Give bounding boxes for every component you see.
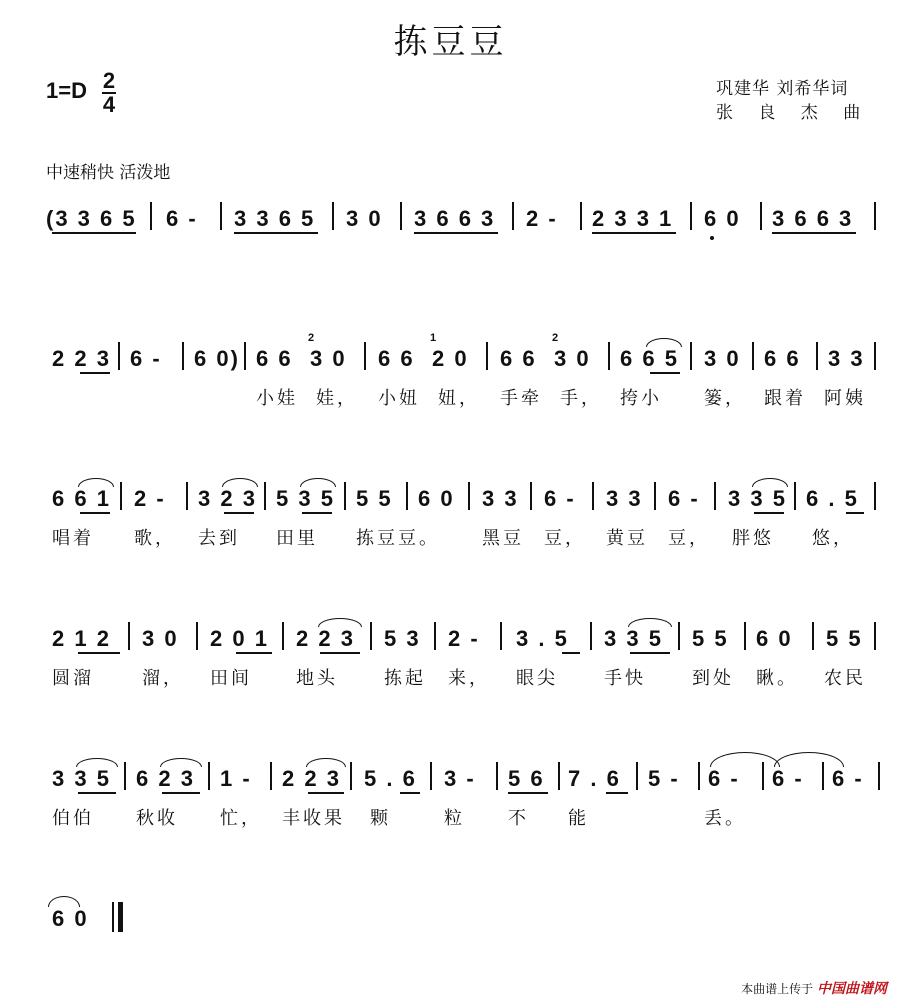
measure: 3 3 <box>606 486 643 511</box>
octave-dot-below <box>710 236 714 240</box>
lyric: 去到 <box>198 528 240 549</box>
beam-underline <box>592 232 676 234</box>
lyric: 眼尖 <box>516 668 558 689</box>
footer-prefix: 本曲谱上传于 <box>741 982 814 996</box>
lyric: 妞， <box>438 388 480 409</box>
beam-underline <box>224 512 254 514</box>
measure: 5 . 6 <box>364 766 417 791</box>
lyric: 能 <box>568 808 589 829</box>
measure: (3 3 6 5 <box>46 206 137 231</box>
barline <box>186 482 188 510</box>
measure: 6 0 <box>704 206 741 231</box>
time-signature-top: 2 <box>102 68 116 93</box>
lyric: 黑豆 <box>482 528 524 549</box>
barline <box>370 622 372 650</box>
barline <box>208 762 210 790</box>
lyric: 挎小 <box>620 388 662 409</box>
measure: 6 0 <box>756 626 793 651</box>
measure: 5 5 <box>826 626 863 651</box>
lyric: 拣豆豆。 <box>356 528 440 549</box>
barline <box>636 762 638 790</box>
lyric: 秋收 <box>136 808 178 829</box>
lyric: 田里 <box>276 528 318 549</box>
barline <box>698 762 700 790</box>
lyric: 歌， <box>134 528 176 549</box>
time-signature <box>102 70 116 116</box>
barline <box>874 622 876 650</box>
slur <box>752 478 788 487</box>
beam-underline <box>320 652 360 654</box>
lyric: 颗 <box>370 808 391 829</box>
barline <box>592 482 594 510</box>
barline <box>244 342 246 370</box>
measure: 2 0 <box>432 346 469 371</box>
barline <box>496 762 498 790</box>
key-signature: 1=D <box>46 78 87 103</box>
lyric: 农民 <box>824 668 866 689</box>
barline <box>120 482 122 510</box>
beam-underline <box>606 792 628 794</box>
barline <box>118 342 120 370</box>
slur <box>306 758 346 767</box>
lyric: 伯伯 <box>52 808 94 829</box>
grace-note: 2 <box>308 332 317 344</box>
measure: 2 - <box>134 486 166 511</box>
beam-underline <box>772 232 856 234</box>
slur <box>78 478 114 487</box>
score-system-1 <box>0 200 901 260</box>
barline <box>744 622 746 650</box>
slur <box>300 478 336 487</box>
beam-underline <box>630 652 670 654</box>
lyric: 溜， <box>142 668 184 689</box>
barline <box>430 762 432 790</box>
measure: 3 . 5 <box>516 626 569 651</box>
lyric: 忙， <box>220 808 262 829</box>
measure: 6 0 <box>52 906 89 931</box>
barline <box>350 762 352 790</box>
beam-underline <box>78 792 116 794</box>
measure: 6 - <box>832 766 864 791</box>
grace-note: 1 <box>430 332 439 344</box>
score-system-5 <box>0 760 901 829</box>
beam-underline <box>754 512 784 514</box>
barline <box>816 342 818 370</box>
barline <box>874 482 876 510</box>
slur <box>222 478 258 487</box>
measure: 6 6 <box>378 346 415 371</box>
measure: 6 6 <box>764 346 801 371</box>
composer-credit: 张 良 杰 曲 <box>716 103 871 123</box>
measure: 3 3 <box>482 486 519 511</box>
barline <box>468 482 470 510</box>
lyric: 手， <box>560 388 602 409</box>
measure: 3 2 3 <box>198 486 257 511</box>
barline <box>714 482 716 510</box>
barline <box>270 762 272 790</box>
slur <box>76 758 118 767</box>
measure: 5 3 <box>384 626 421 651</box>
barline <box>760 202 762 230</box>
measure: 6 - <box>130 346 162 371</box>
measure: 5 6 <box>508 766 545 791</box>
measure: 2 - <box>526 206 558 231</box>
barline <box>364 342 366 370</box>
final-barline-thin <box>112 902 114 932</box>
barline <box>690 202 692 230</box>
score-system-6 <box>0 900 901 960</box>
measure: 5 3 5 <box>276 486 335 511</box>
beam-underline <box>508 792 548 794</box>
measure: 3 6 6 3 <box>414 206 496 231</box>
measure: 3 6 6 3 <box>772 206 854 231</box>
beam-underline <box>236 652 272 654</box>
lyric: 悠， <box>812 528 854 549</box>
final-barline-thick <box>118 902 123 932</box>
measure: 3 0 <box>554 346 591 371</box>
barline <box>654 482 656 510</box>
barline <box>332 202 334 230</box>
measure: 2 2 3 <box>296 626 355 651</box>
lyric: 小妞 <box>378 388 420 409</box>
measure: 3 - <box>444 766 476 791</box>
measure: 2 2 3 <box>52 346 111 371</box>
barline <box>530 482 532 510</box>
barline <box>128 622 130 650</box>
measure: 2 0 1 <box>210 626 269 651</box>
lyric: 篓， <box>704 388 746 409</box>
measure: 2 2 3 <box>282 766 341 791</box>
beam-underline <box>846 512 864 514</box>
tie <box>710 752 780 767</box>
measure: 6 - <box>544 486 576 511</box>
lyric: 不 <box>508 808 529 829</box>
lyric: 圆溜 <box>52 668 94 689</box>
lyric: 娃， <box>316 388 358 409</box>
lyricist-credit: 巩建华 刘希华词 <box>716 79 849 99</box>
measure: 1 - <box>220 766 252 791</box>
slur <box>318 618 362 627</box>
lyric: 豆， <box>668 528 710 549</box>
barline <box>196 622 198 650</box>
barline <box>512 202 514 230</box>
site-logo: 中国曲谱网 <box>817 981 887 997</box>
beam-underline <box>80 372 110 374</box>
time-signature-bottom: 4 <box>102 92 116 117</box>
barline <box>400 202 402 230</box>
barline <box>406 482 408 510</box>
lyric: 来， <box>448 668 490 689</box>
measure: 3 0 <box>142 626 179 651</box>
lyric: 丢。 <box>704 808 746 829</box>
measure: 3 0 <box>310 346 347 371</box>
lyric: 黄豆 <box>606 528 648 549</box>
lyric: 胖悠 <box>732 528 774 549</box>
footer-watermark <box>741 978 887 998</box>
measure: 6 2 3 <box>136 766 195 791</box>
lyric: 手快 <box>604 668 646 689</box>
beam-underline <box>80 512 110 514</box>
measure: 2 - <box>448 626 480 651</box>
barline <box>500 622 502 650</box>
tie <box>774 752 844 767</box>
barline <box>434 622 436 650</box>
measure: 2 3 3 1 <box>592 206 674 231</box>
lyric: 粒 <box>444 808 465 829</box>
measure: 6 0 <box>418 486 455 511</box>
barline <box>752 342 754 370</box>
lyric: 丰收果 <box>282 808 345 829</box>
grace-note: 2 <box>552 332 561 344</box>
barline <box>580 202 582 230</box>
slur <box>628 618 672 627</box>
barline <box>874 202 876 230</box>
barline <box>150 202 152 230</box>
tempo-marking: 中速稍快 活泼地 <box>46 163 171 183</box>
measure: 3 0 <box>704 346 741 371</box>
beam-underline <box>52 232 136 234</box>
slur <box>160 758 202 767</box>
barline <box>558 762 560 790</box>
barline <box>486 342 488 370</box>
measure: 3 3 5 <box>52 766 111 791</box>
barline <box>874 342 876 370</box>
measure: 7 . 6 <box>568 766 621 791</box>
beam-underline <box>400 792 420 794</box>
barline <box>264 482 266 510</box>
measure: 6 - <box>708 766 740 791</box>
score-system-2 <box>0 332 901 409</box>
barline <box>182 342 184 370</box>
beam-underline <box>162 792 200 794</box>
lyric: 地头 <box>296 668 338 689</box>
measure: 3 3 5 <box>604 626 663 651</box>
measure: 6 6 <box>500 346 537 371</box>
lyric: 田间 <box>210 668 252 689</box>
measure: 6 - <box>772 766 804 791</box>
lyric: 瞅。 <box>756 668 798 689</box>
barline <box>590 622 592 650</box>
beam-underline <box>78 652 120 654</box>
measure: 6 . 5 <box>806 486 859 511</box>
beam-underline <box>414 232 498 234</box>
lyric: 到处 <box>692 668 734 689</box>
barline <box>608 342 610 370</box>
barline <box>878 762 880 790</box>
barline <box>678 622 680 650</box>
measure: 6 6 <box>256 346 293 371</box>
barline <box>812 622 814 650</box>
measure: 3 3 <box>828 346 865 371</box>
measure: 5 - <box>648 766 680 791</box>
measure: 2 1 2 <box>52 626 111 651</box>
score-system-3 <box>0 480 901 549</box>
measure: 3 0 <box>346 206 383 231</box>
measure: 6 6 1 <box>52 486 111 511</box>
measure: 3 3 5 <box>728 486 787 511</box>
beam-underline <box>308 792 344 794</box>
lyric: 阿姨 <box>824 388 866 409</box>
measure: 5 5 <box>692 626 729 651</box>
beam-underline <box>562 652 580 654</box>
barline <box>282 622 284 650</box>
measure: 5 5 <box>356 486 393 511</box>
slur <box>646 338 682 347</box>
barline <box>690 342 692 370</box>
beam-underline <box>302 512 332 514</box>
measure: 6 - <box>668 486 700 511</box>
barline <box>344 482 346 510</box>
beam-underline <box>650 372 680 374</box>
lyric: 唱着 <box>52 528 94 549</box>
lyric: 跟着 <box>764 388 806 409</box>
beam-underline <box>234 232 318 234</box>
page-title: 拣豆豆 <box>393 22 508 62</box>
lyric: 手牵 <box>500 388 542 409</box>
barline <box>124 762 126 790</box>
measure: 6 6 5 <box>620 346 679 371</box>
measure: 3 3 6 5 <box>234 206 316 231</box>
lyric: 拣起 <box>384 668 426 689</box>
measure: 6 0) <box>194 346 240 371</box>
barline <box>220 202 222 230</box>
measure: 6 - <box>166 206 198 231</box>
lyric: 小娃 <box>256 388 298 409</box>
lyric: 豆， <box>544 528 586 549</box>
barline <box>794 482 796 510</box>
score-system-4 <box>0 620 901 689</box>
